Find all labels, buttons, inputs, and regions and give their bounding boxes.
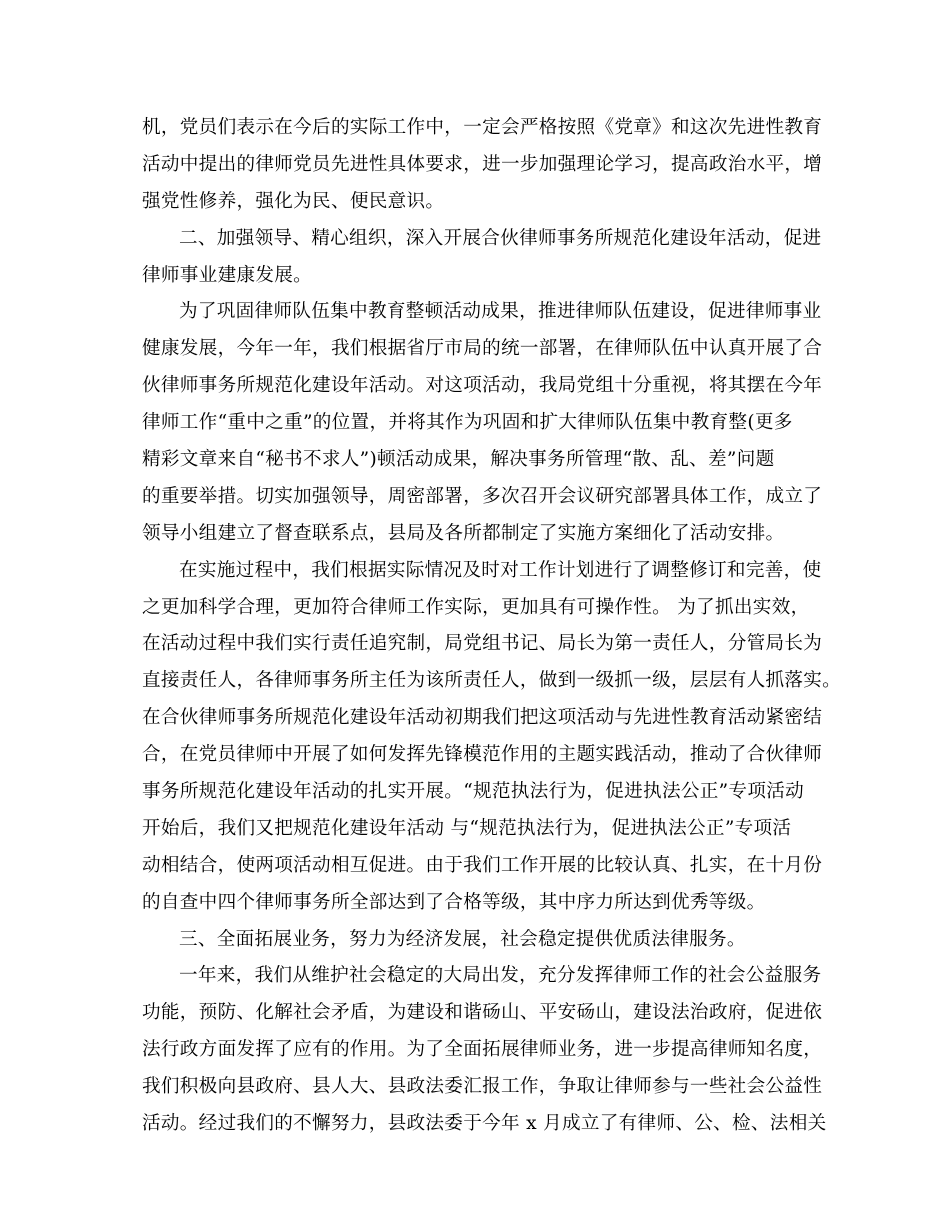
text-line: 律师事业建康发展。 [142,264,313,286]
text-line: 机，党员们表示在今后的实际工作中，一定会严格按照《党章》和这次先进性教育 [142,117,823,138]
text-line: 功能，预防、化解社会矛盾，为建设和谐砀山、平安砀山，建设法治政府，促进依 [142,1002,823,1024]
text-line: 健康发展，今年一年，我们根据省厅市局的统一部署，在律师队伍中认真开展了合 [142,338,823,360]
text-line: 伙律师事务所规范化建设年活动。对这项活动，我局党组十分重视，将其摆在今年 [142,375,823,397]
section-heading-two [142,221,822,295]
text-line: 合，在党员律师中开展了如何发挥先锋模范作用的主题实践活动，推动了合伙律师 [142,744,823,766]
text-line: 二、加强领导、精心组织，深入开展合伙律师事务所规范化建设年活动，促进 [179,227,822,249]
paragraph-consolidate [142,294,823,552]
text-line: 的重要举措。切实加强领导，周密部署，多次召开会议研究部署具体工作，成立了 [142,485,823,507]
paragraph-public-service [142,958,827,1142]
text-line: 精彩文章来自“秘书不求人”)顿活动成果，解决事务所管理“散、乱、差”问题 [142,449,775,471]
text-line: 领导小组建立了督查联系点，县局及各所都制定了实施方案细化了活动安排。 [142,522,785,544]
text-line: 在活动过程中我们实行责任追究制，局党组书记、局长为第一责任人，分管局长为 [142,633,823,655]
document-page [142,110,842,1143]
text-line: 三、全面拓展业务，努力为经济发展，社会稳定提供优质法律服务。 [179,928,746,950]
text-line: 直接责任人，各律师事务所主任为该所责任人，做到一级抓一级，层层有人抓落实。 [142,670,842,692]
text-line: 活动中提出的律师党员先进性具体要求，进一步加强理论学习，提高政治水平，增 [142,153,823,175]
text-line: 强党性修养，强化为民、便民意识。 [142,190,445,212]
paragraph-implementation [142,553,842,922]
text-line: 律师工作“重中之重”的位置，并将其作为巩固和扩大律师队伍集中教育整(更多 [142,412,793,434]
text-line: 事务所规范化建设年活动的扎实开展。“规范执法行为，促进执法公正”专项活动 [142,781,804,803]
text-line: 我们积极向县政府、县人大、县政法委汇报工作，争取让律师参与一些社会公益性 [142,1076,823,1098]
text-line: 的自查中四个律师事务所全部达到了合格等级，其中序力所达到优秀等级。 [142,891,766,913]
text-line: 法行政方面发挥了应有的作用。为了全面拓展律师业务，进一步提高律师知名度， [142,1039,823,1061]
text-line: 为了巩固律师队伍集中教育整顿活动成果，推进律师队伍建设，促进律师事业 [179,301,822,323]
text-line: 活动。经过我们的不懈努力，县政法委于今年 x 月成立了有律师、公、检、法相关 [142,1113,827,1135]
text-line: 动相结合，使两项活动相互促进。由于我们工作开展的比较认真、扎实，在十月份 [142,854,823,876]
text-line: 在实施过程中，我们根据实际情况及时对工作计划进行了调整修订和完善，使 [179,559,822,581]
text-line: 开始后，我们又把规范化建设年活动 与“规范执法行为，促进执法公正”专项活 [142,817,792,839]
text-line: 之更加科学合理，更加符合律师工作实际，更加具有可操作性。 为了抓出实效， [142,596,810,618]
section-heading-three [142,922,814,959]
text-line: 在合伙律师事务所规范化建设年活动初期我们把这项活动与先进性教育活动紧密结 [142,707,823,729]
text-line: 一年来，我们从维护社会稳定的大局出发，充分发挥律师工作的社会公益服务 [179,965,822,987]
paragraph-continuation [142,110,823,221]
